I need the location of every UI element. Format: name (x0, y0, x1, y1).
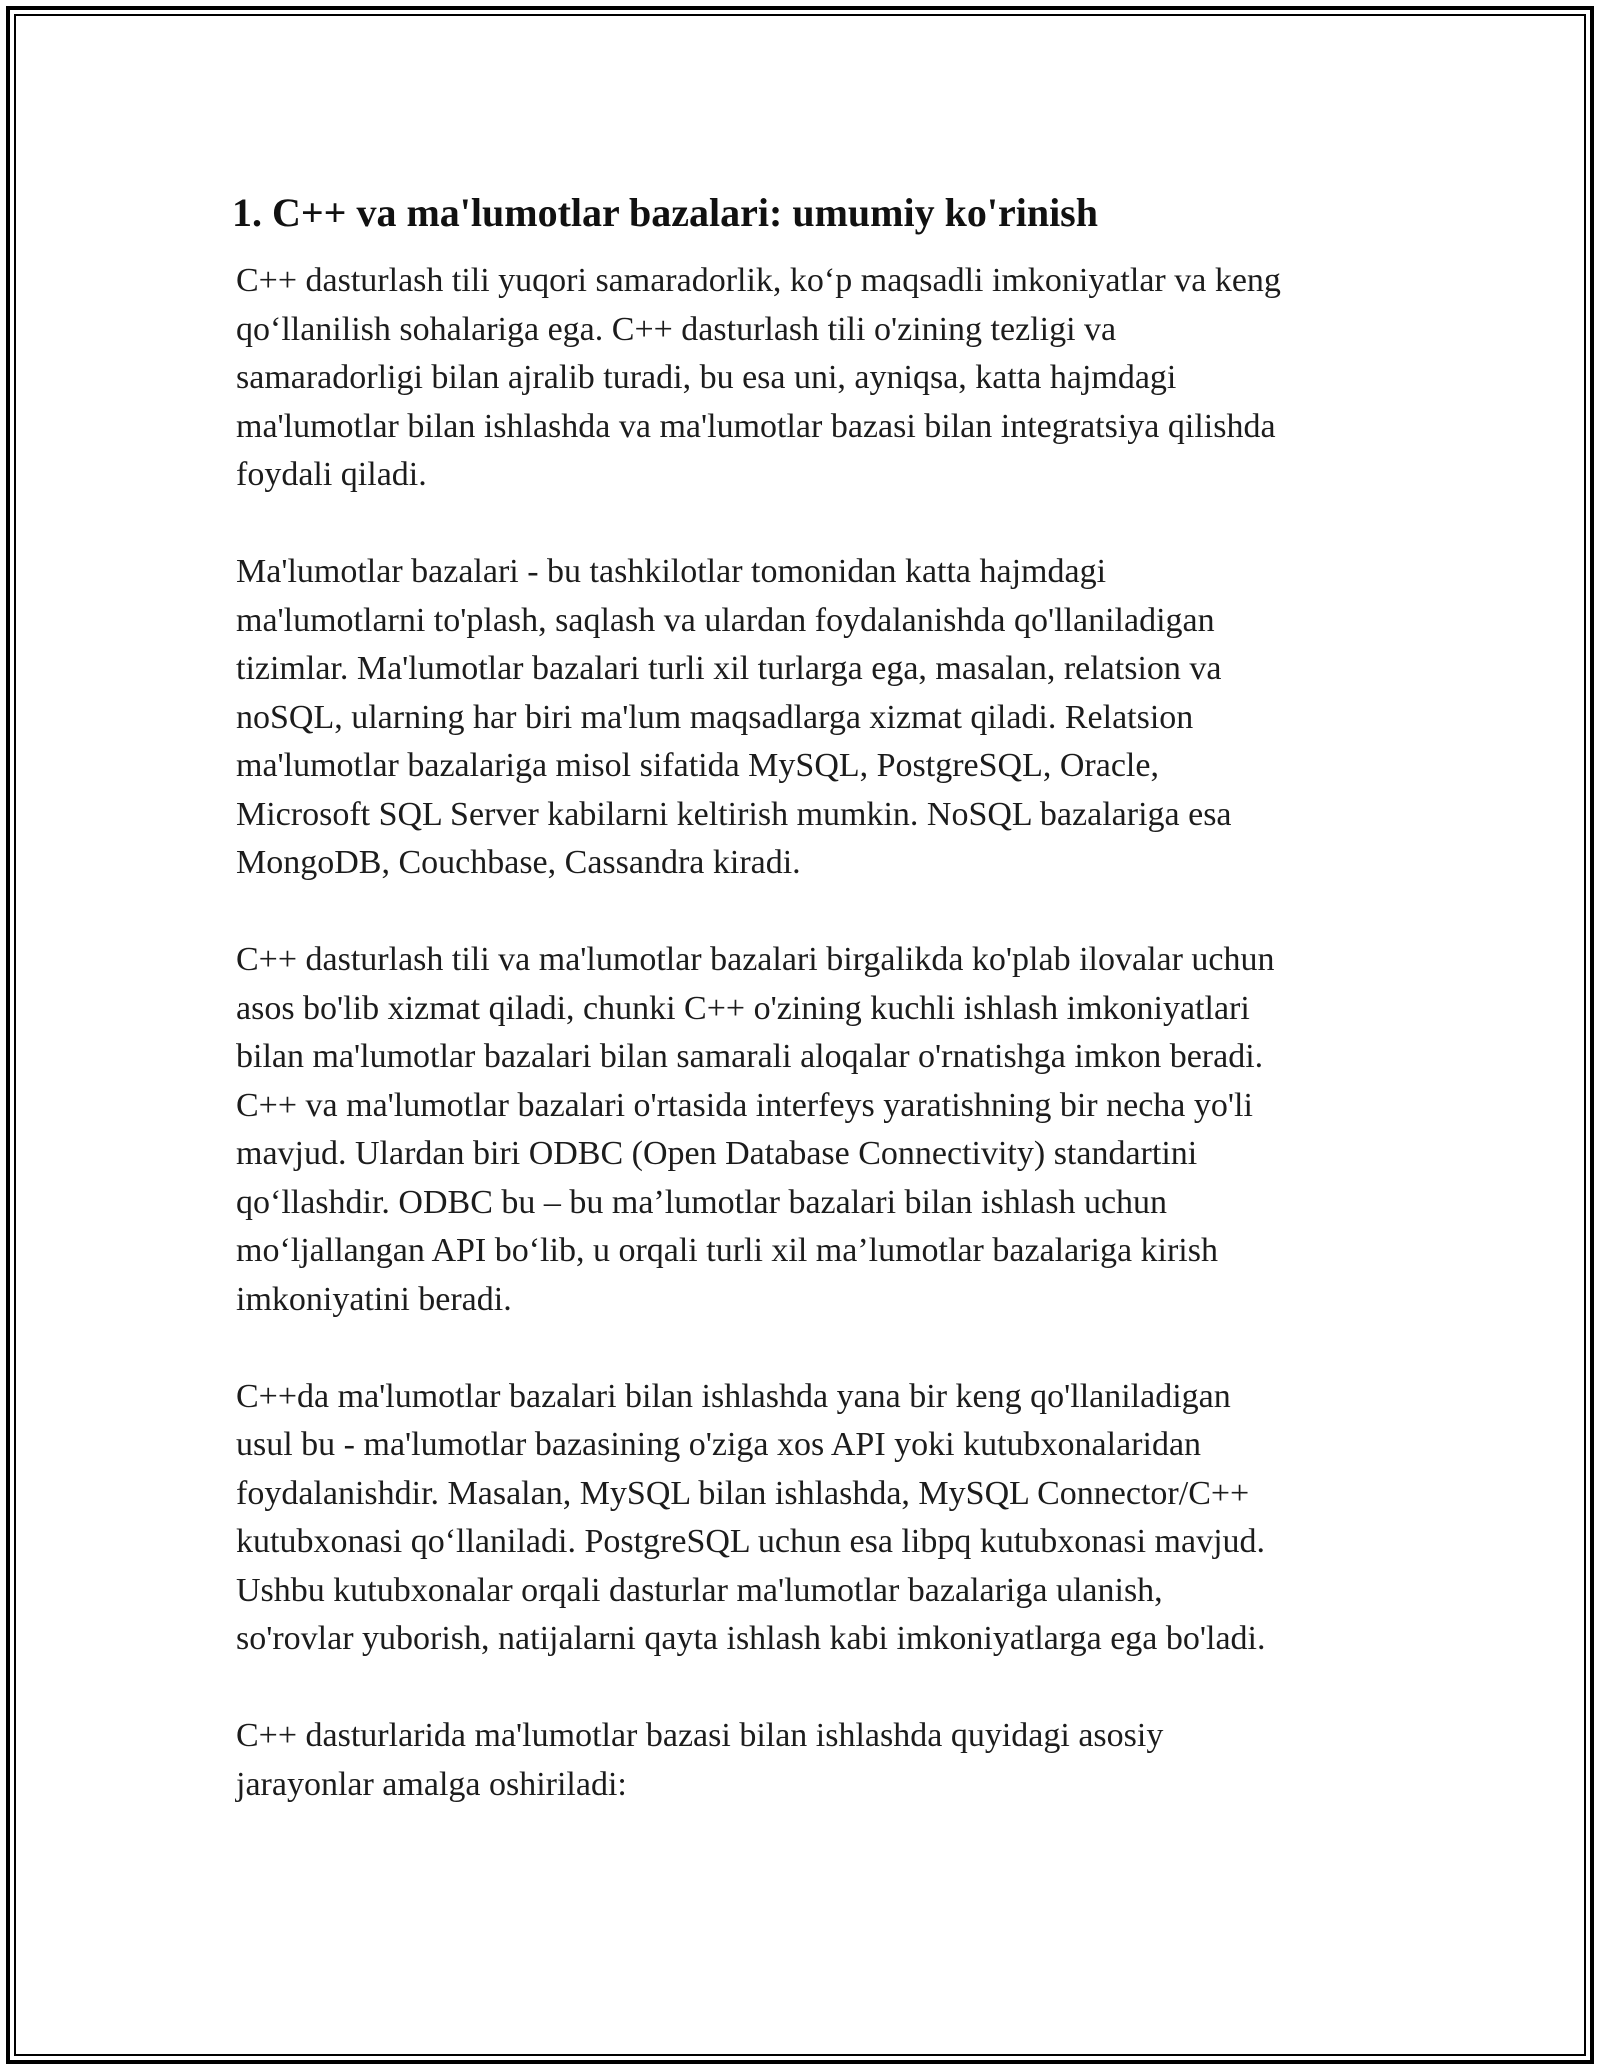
text-line: kutubxonasi qo‘llaniladi. PostgreSQL uchun esa libpq kutubxonasi mavjud. (236, 1523, 1266, 1560)
paragraph-2 (236, 548, 1380, 888)
text-line: Ushbu kutubxonalar orqali dasturlar ma'lumotlar bazalariga ulanish, (236, 1571, 1163, 1609)
text-line: foydali qiladi. (236, 456, 427, 493)
text-line: qo‘llashdir. ODBC bu – bu ma’lumotlar bazalari bilan ishlash uchun (236, 1183, 1168, 1221)
text-line: noSQL, ularning har biri ma'lum maqsadlarga xizmat qiladi. Relatsion (236, 698, 1194, 736)
paragraph-1 (236, 257, 1380, 500)
text-line: jarayonlar amalga oshiriladi: (236, 1765, 627, 1803)
text-line: usul bu - ma'lumotlar bazasining o'ziga xos API yoki kutubxonalaridan (236, 1426, 1202, 1463)
paragraph-4 (236, 1373, 1380, 1664)
text-line: ma'lumotlarni to'plash, saqlash va ulardan foydalanishda qo'llaniladigan (236, 601, 1215, 639)
text-line: Ma'lumotlar bazalari - bu tashkilotlar tomonidan katta hajmdagi (236, 553, 1107, 590)
text-line: C++ dasturlarida ma'lumotlar bazasi bilan ishlashda quyidagi asosiy (236, 1717, 1164, 1754)
document-body (230, 183, 1380, 1858)
text-line: C++da ma'lumotlar bazalari bilan ishlashda yana bir keng qo'llaniladigan (236, 1377, 1231, 1415)
text-line: mavjud. Ulardan biri ODBC (Open Database Connectivity) standartini (236, 1135, 1198, 1172)
text-line: ma'lumotlar bazalariga misol sifatida MySQL, PostgreSQL, Oracle, (236, 747, 1159, 784)
text-line: ma'lumotlar bilan ishlashda va ma'lumotlar bazasi bilan integratsiya qilishda (236, 407, 1276, 445)
text-line: asos bo'lib xizmat qiladi, chunki C++ o'zining kuchli ishlash imkoniyatlari (236, 989, 1250, 1027)
text-line: so'rovlar yuborish, natijalarni qayta ishlash kabi imkoniyatlarga ega bo'ladi. (236, 1620, 1266, 1657)
text-line: samaradorligi bilan ajralib turadi, bu esa uni, ayniqsa, katta hajmdagi (236, 359, 1177, 396)
paragraph-3 (236, 936, 1380, 1324)
text-line: Microsoft SQL Server kabilarni keltirish mumkin. NoSQL bazalariga esa (236, 795, 1232, 833)
text-line: C++ dasturlash tili yuqori samaradorlik, ko‘p maqsadli imkoniyatlar va keng (236, 262, 1281, 299)
text-line: tizimlar. Ma'lumotlar bazalari turli xil turlarga ega, masalan, relatsion va (236, 650, 1222, 687)
text-line: mo‘ljallangan API bo‘lib, u orqali turli xil ma’lumotlar bazalariga kirish (236, 1232, 1218, 1269)
text-line: bilan ma'lumotlar bazalari bilan samarali aloqalar o'rnatishga imkon beradi. (236, 1038, 1264, 1075)
text-line: C++ va ma'lumotlar bazalari o'rtasida interfeys yaratishning bir necha yo'li (236, 1086, 1253, 1124)
section-heading: 1. C++ va ma'lumotlar bazalari: umumiy ko'rinish (232, 190, 1098, 235)
text-line: qo‘llanilish sohalariga ega. C++ dasturlash tili o'zining tezligi va (236, 310, 1117, 348)
text-line: MongoDB, Couchbase, Cassandra kiradi. (236, 844, 801, 881)
text-line: foydalanishdir. Masalan, MySQL bilan ishlashda, MySQL Connector/C++ (236, 1474, 1250, 1512)
text-line: C++ dasturlash tili va ma'lumotlar bazalari birgalikda ko'plab ilovalar uchun (236, 941, 1275, 978)
text-line: imkoniyatini beradi. (236, 1280, 512, 1318)
paragraph-5 (236, 1712, 1380, 1809)
